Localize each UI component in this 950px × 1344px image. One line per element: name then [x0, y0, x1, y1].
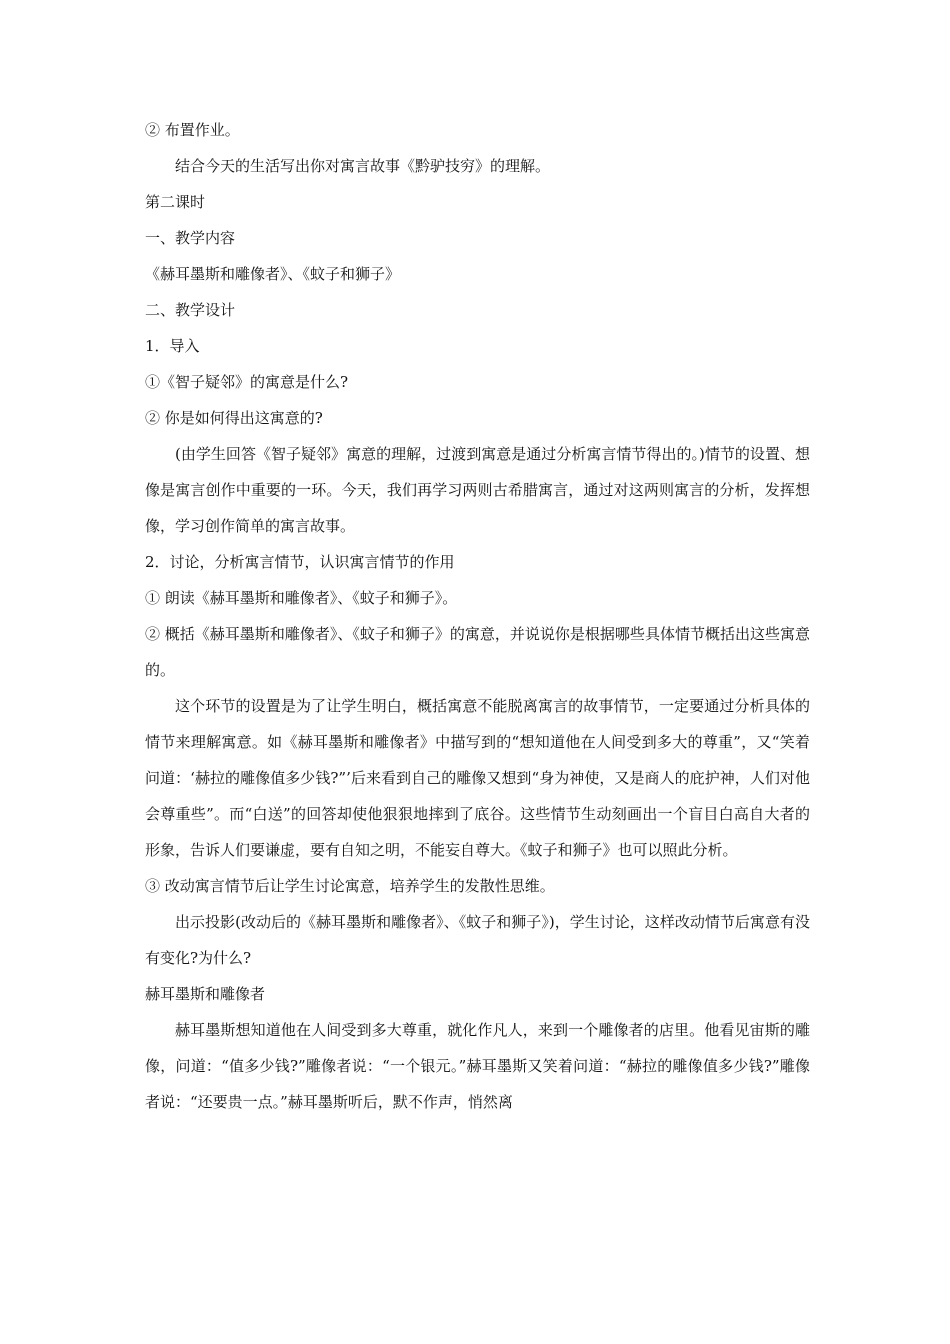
- section-heading: 二、教学设计: [145, 301, 236, 319]
- section-heading: 一、教学内容: [145, 229, 236, 247]
- list-item: ② 概括《赫耳墨斯和雕像者》、《蚊子和狮子》的寓意，并说说你是根据哪些具体情节概括出这些寓意的。: [145, 625, 810, 679]
- story-title: 赫耳墨斯和雕像者: [145, 985, 266, 1003]
- list-item: ①《智子疑邻》的寓意是什么?: [145, 373, 349, 391]
- document-page: [145, 112, 810, 1120]
- list-item: ② 你是如何得出这寓意的?: [145, 409, 323, 427]
- text-line: ② 布置作业。: [145, 121, 240, 139]
- paragraph: (由学生回答《智子疑邻》寓意的理解，过渡到寓意是通过分析寓言情节得出的。)情节的设置、想像是寓言创作中重要的一环。今天，我们再学习两则古希腊寓言，通过对这两则寓言的分析，发挥想像，学习创作简单的寓言故事。: [145, 445, 810, 535]
- list-item: ③ 改动寓言情节后让学生讨论寓意，培养学生的发散性思维。: [145, 877, 555, 895]
- paragraph: 出示投影(改动后的《赫耳墨斯和雕像者》、《蚊子和狮子》)，学生讨论，这样改动情节后寓意有没有变化?为什么?: [145, 913, 810, 967]
- text-line: 《赫耳墨斯和雕像者》、《蚊子和狮子》: [145, 265, 401, 283]
- paragraph: 这个环节的设置是为了让学生明白，概括寓意不能脱离寓言的故事情节，一定要通过分析具体的情节来理解寓意。如《赫耳墨斯和雕像者》中描写到的“想知道他在人间受到多大的尊重”，又“笑着问道：‘赫拉的雕像值多少钱?”’后来看到自己的雕像又想到“身为神使，又是商人的庇护神，人们对他会尊重些”。而“白送”的回答却使他狠狠地摔到了底谷。这些情节生动刻画出一个盲目白高自大者的形象，告诉人们要谦虚，要有自知之明，不能妄自尊大。《蚊子和狮子》也可以照此分析。: [145, 697, 810, 859]
- section-heading: 第二课时: [145, 193, 206, 211]
- subsection-heading: 2．讨论，分析寓言情节，认识寓言情节的作用: [145, 553, 455, 571]
- paragraph: 赫耳墨斯想知道他在人间受到多大尊重，就化作凡人，来到一个雕像者的店里。他看见宙斯的雕像，问道：“值多少钱?”雕像者说：“一个银元。”赫耳墨斯又笑着问道：“赫拉的雕像值多少钱?”雕像者说：“还要贵一点。”赫耳墨斯听后，默不作声，悄然离: [145, 1021, 810, 1111]
- list-item: ① 朗读《赫耳墨斯和雕像者》、《蚊子和狮子》。: [145, 589, 458, 607]
- paragraph: 结合今天的生活写出你对寓言故事《黔驴技穷》的理解。: [175, 157, 551, 175]
- subsection-heading: 1．导入: [145, 337, 200, 355]
